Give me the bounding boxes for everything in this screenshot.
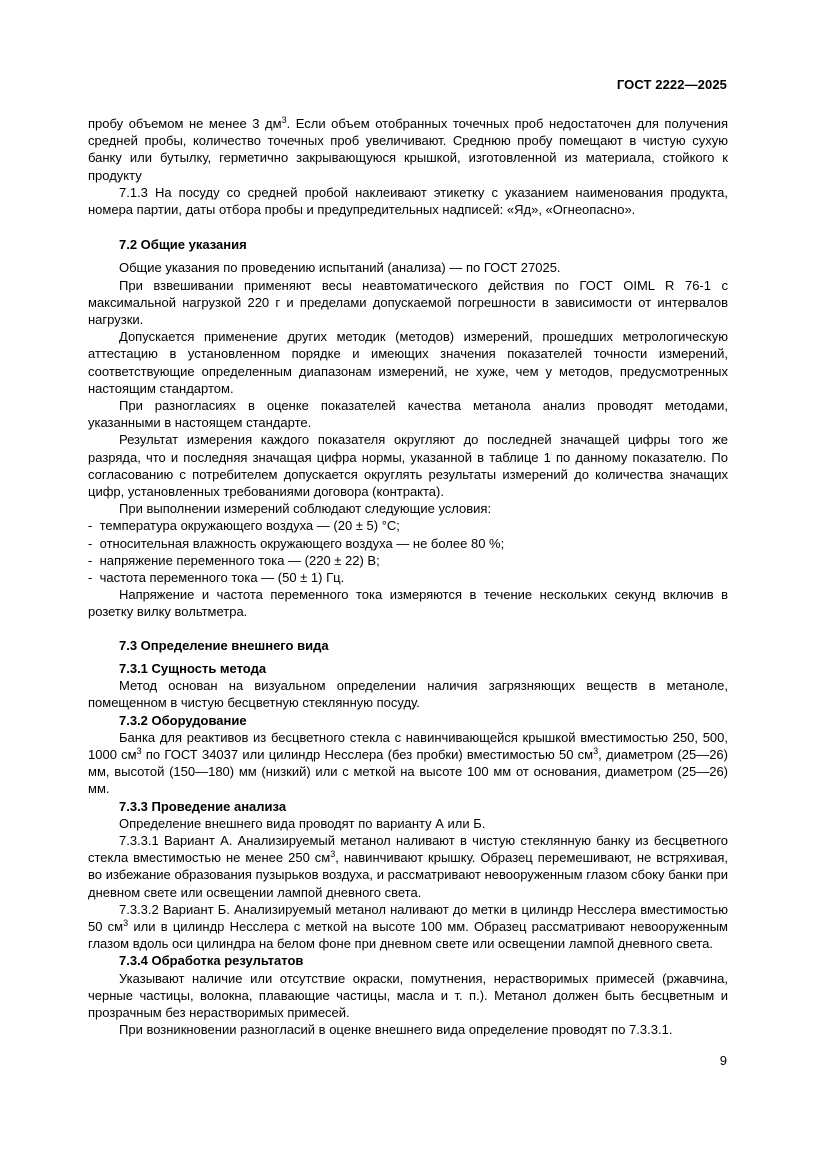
subheading-7-3-2: 7.3.2 Оборудование [119, 712, 247, 728]
list-item-condition: - напряжение переменного тока — (220 ± 22) В; [88, 552, 380, 568]
list-item-condition: - частота переменного тока — (50 ± 1) Гц. [88, 570, 345, 586]
subheading-7-3-3: 7.3.3 Проведение анализа [119, 798, 287, 814]
paragraph-7-2-scales: При взвешивании применяют весы неавтоматического действия по ГОСТ OIML R 76-1 с максимальной нагрузкой 220 г и пределами допускаемой погрешности в зависимости от интервалов нагрузки. [88, 277, 728, 328]
subheading-7-3-1: 7.3.1 Сущность метода [119, 660, 267, 676]
page-body [88, 115, 728, 1038]
paragraph-7-3-2: Банка для реактивов из бесцветного стекла с навинчивающейся крышкой вместимостью 250, 500, 1000 $см^3$ по ГОСТ 34037 или цилиндр Несслера (без пробки) вместимостью 50 $см^3$, диаметром (25—26) мм, высотой (150—180) мм (низкий) или с меткой на высоте 100 мм от основания, диаметром (25—26) мм. [88, 729, 728, 797]
paragraph-7-2-disagreements: При разногласиях в оценке показателей качества метанола анализ проводят методами, указанными в настоящем стандарте. [88, 398, 728, 431]
paragraph-7-3-3-2: 7.3.3.2 Вариант Б. Анализируемый метанол наливают до метки в цилиндр Несслера вместимостью 50 $см^3$ или в цилиндр Несслера с меткой на высоте 100 мм. Образец рассматривают невооруженным глазом вдоль оси цилиндра на белом фоне при дневном свете или освещении лампой дневного света. [88, 901, 728, 952]
paragraph-7-2-general: Общие указания по проведению испытаний (анализа) — по ГОСТ 27025. [119, 260, 561, 276]
paragraph-7-3-1: Метод основан на визуальном определении наличия загрязняющих веществ в метаноле, помещенном в чистую бесцветную стеклянную посуду. [88, 678, 728, 711]
section-heading-7-2: 7.2 Общие указания [119, 237, 247, 253]
list-item-condition: - температура окружающего воздуха — (20 ± 5) °С; [88, 518, 400, 534]
paragraph-7-3-3: Определение внешнего вида проводят по варианту А или Б. [119, 815, 486, 831]
paragraph-7-3-3-1: 7.3.3.1 Вариант А. Анализируемый метанол наливают в чистую стеклянную банку из бесцветного стекла вместимостью не менее 250 $см^3$, навинчивают крышку. Образец перемешивают, не встряхивая, во избежание образования пузырьков воздуха, и рассматривают невооруженным глазом сбоку банки при дневном свете или освещении лампой дневного света. [88, 832, 728, 900]
page-number: 9 [719, 1053, 727, 1068]
paragraph-7-2-methods: Допускается применение других методик (методов) измерений, прошедших метрологическую аттестацию в установленном порядке и имеющих значения показателей точности измерений, соответствующие определенным диапазонам измерений, не хуже, чем у методов, предусмотренных настоящим стандартом. [88, 329, 728, 396]
paragraph-sample-volume: пробу объемом не менее 3 $дм^3$. Если объем отобранных точечных проб недостаточен для получения средней пробы, количество точечных проб увеличивают. Среднюю пробу помещают в чистую сухую банку или бутылку, герметично закрывающуюся крышкой, изготовленной из материала, стойкого к продукту [88, 115, 728, 183]
document-code-header: ГОСТ 2222—2025 [616, 77, 727, 92]
paragraph-7-1-3: 7.1.3 На посуду со средней пробой наклеивают этикетку с указанием наименования продукта, номера партии, даты отбора пробы и предупредительных надписей: «Яд», «Огнеопасно». [88, 184, 728, 218]
paragraph-7-3-4-results: Указывают наличие или отсутствие окраски, помутнения, нерастворимых примесей (ржавчина, черные частицы, волокна, плавающие частицы, масла и т. п.). Метанол должен быть бесцветным и прозрачным без нерастворимых примесей. [88, 970, 728, 1020]
list-item-condition: - относительная влажность окружающего воздуха — не более 80 %; [88, 535, 505, 551]
section-heading-7-3: 7.3 Определение внешнего вида [119, 637, 329, 653]
paragraph-7-2-conditions-intro: При выполнении измерений соблюдают следующие условия: [119, 501, 492, 517]
paragraph-7-2-rounding: Результат измерения каждого показателя округляют до последней значащей цифры того же разряда, что и последняя значащая цифра нормы, указанной в таблице 1 по данному показателю. По согласованию с потребителем допускается округлять результаты измерений до количества значащих цифр, установленных требованиями договора (контракта). [88, 432, 728, 500]
paragraph-7-2-voltage: Напряжение и частота переменного тока измеряются в течение нескольких секунд включив в розетку вилку вольтметра. [88, 587, 728, 620]
subheading-7-3-4: 7.3.4 Обработка результатов [119, 953, 304, 969]
paragraph-7-3-4-disagreements: При возникновении разногласий в оценке внешнего вида определение проводят по 7.3.3.1. [119, 1022, 673, 1038]
